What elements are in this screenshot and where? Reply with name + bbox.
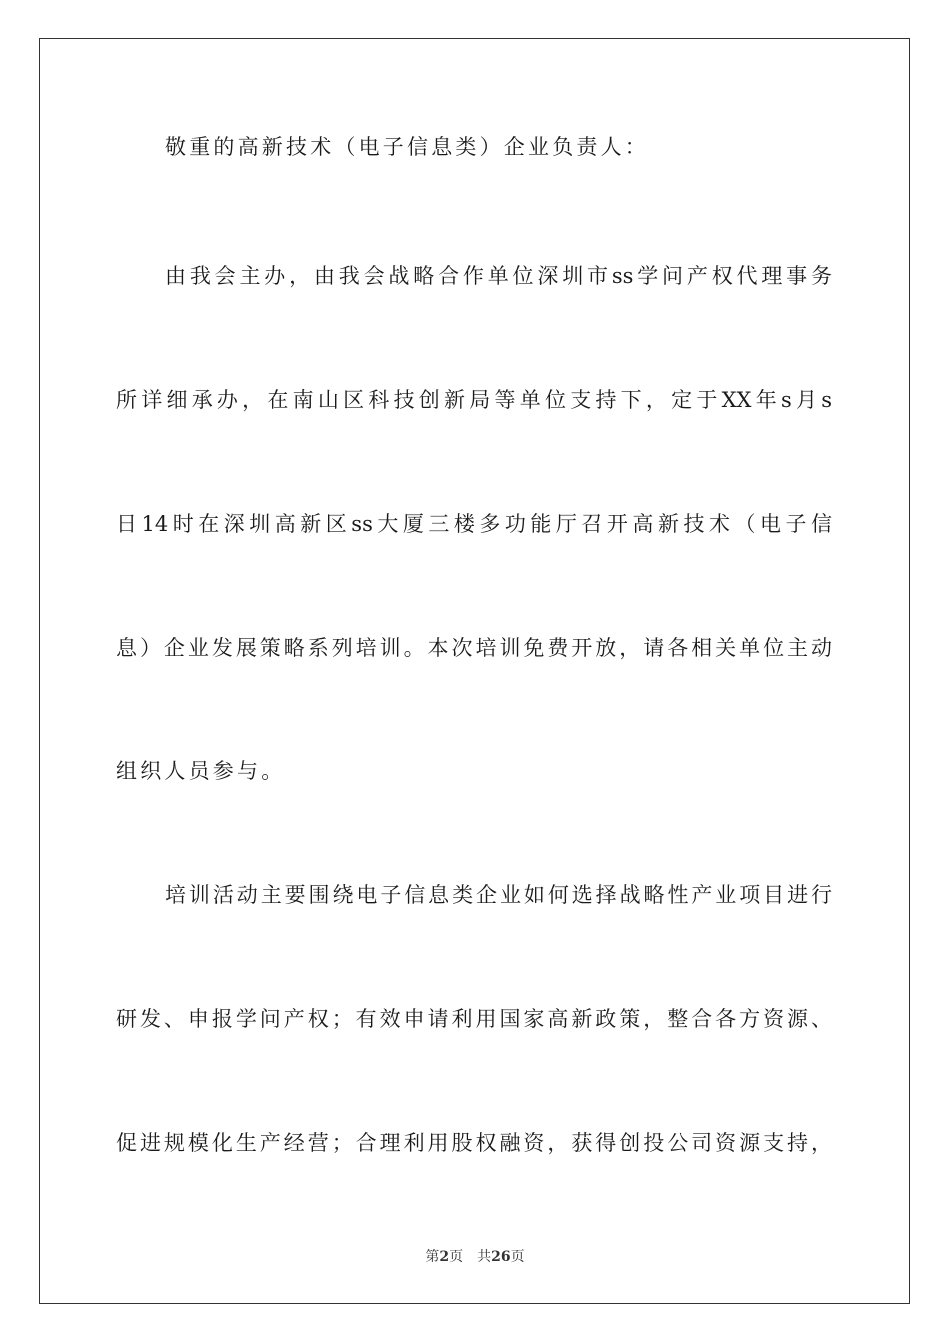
page-border	[39, 38, 910, 1304]
paragraph-1-line-5: 组织人员参与。	[116, 759, 286, 783]
paragraph-1-line-4: 息）企业发展策略系列培训。本次培训免费开放，请各相关单位主动	[116, 636, 832, 660]
total-pages: 26	[491, 1249, 511, 1265]
salutation: 敬重的高新技术（电子信息类）企业负责人：	[165, 135, 649, 159]
page-number: 2	[439, 1249, 450, 1265]
page-prefix: 第	[425, 1249, 440, 1265]
paragraph-2-line-2: 研发、申报学问产权；有效申请利用国家高新政策，整合各方资源、	[116, 1007, 832, 1031]
total-prefix: 共	[477, 1249, 492, 1265]
page-suffix: 页	[449, 1249, 464, 1265]
paragraph-2-line-3: 促进规模化生产经营；合理利用股权融资，获得创投公司资源支持，	[116, 1131, 832, 1155]
paragraph-2-line-1: 培训活动主要围绕电子信息类企业如何选择战略性产业项目进行	[165, 883, 832, 907]
paragraph-1-line-2: 所详细承办，在南山区科技创新局等单位支持下，定于XX年s月s	[116, 388, 832, 412]
total-suffix: 页	[510, 1249, 525, 1265]
page-footer	[0, 1247, 950, 1267]
paragraph-1-line-3: 日14时在深圳高新区ss大厦三楼多功能厅召开高新技术（电子信	[116, 512, 832, 536]
paragraph-1-line-1: 由我会主办，由我会战略合作单位深圳市ss学问产权代理事务	[165, 264, 832, 288]
